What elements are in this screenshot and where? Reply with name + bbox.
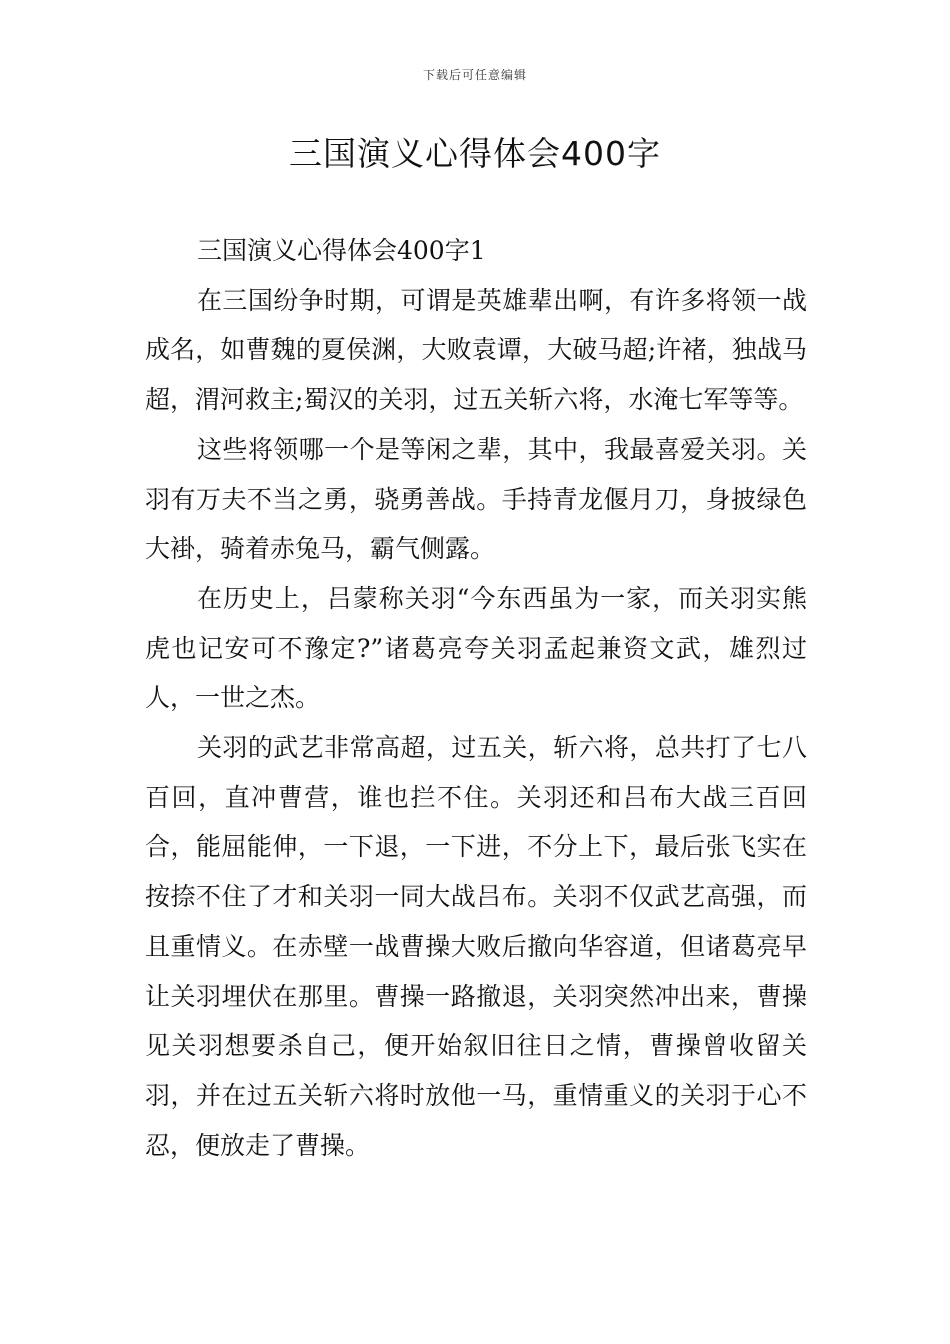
header-note: 下载后可任意编辑 (422, 68, 527, 82)
document-body (145, 226, 807, 1170)
paragraph-3: 在历史上，吕蒙称关羽“今东西虽为一家，而关羽实熊虎也记安可不豫定?”诸葛亮夸关羽孟起兼资文武，雄烈过人，一世之杰。 (145, 583, 807, 713)
paragraph-4: 关羽的武艺非常高超，过五关，斩六将，总共打了七八百回，直冲曹营，谁也拦不住。关羽还和吕布大战三百回合，能屈能伸，一下退，一下进，不分上下，最后张飞实在按捺不住了才和关羽一同大战吕布。关羽不仅武艺高强，而且重情义。在赤壁一战曹操大败后撤向华容道，但诸葛亮早让关羽埋伏在那里。曹操一路撤退，关羽突然冲出来，曹操见关羽想要杀自己，便开始叙旧往日之情，曹操曾收留关羽，并在过五关斩六将时放他一马，重情重义的关羽于心不忍，便放走了曹操。 (145, 733, 807, 1160)
paragraph-1: 在三国纷争时期，可谓是英雄辈出啊，有许多将领一战成名，如曹魏的夏侯渊，大败袁谭，大破马超;许褚，独战马超，渭河救主;蜀汉的关羽，过五关斩六将，水淹七军等等。 (145, 285, 807, 415)
paragraph-2: 这些将领哪一个是等闲之辈，其中，我最喜爱关羽。关羽有万夫不当之勇，骁勇善战。手持青龙偃月刀，身披绿色大褂，骑着赤兔马，霸气侧露。 (145, 434, 807, 564)
document-title: 三国演义心得体会400字 (289, 134, 661, 173)
section-heading: 三国演义心得体会400字1 (197, 236, 486, 265)
